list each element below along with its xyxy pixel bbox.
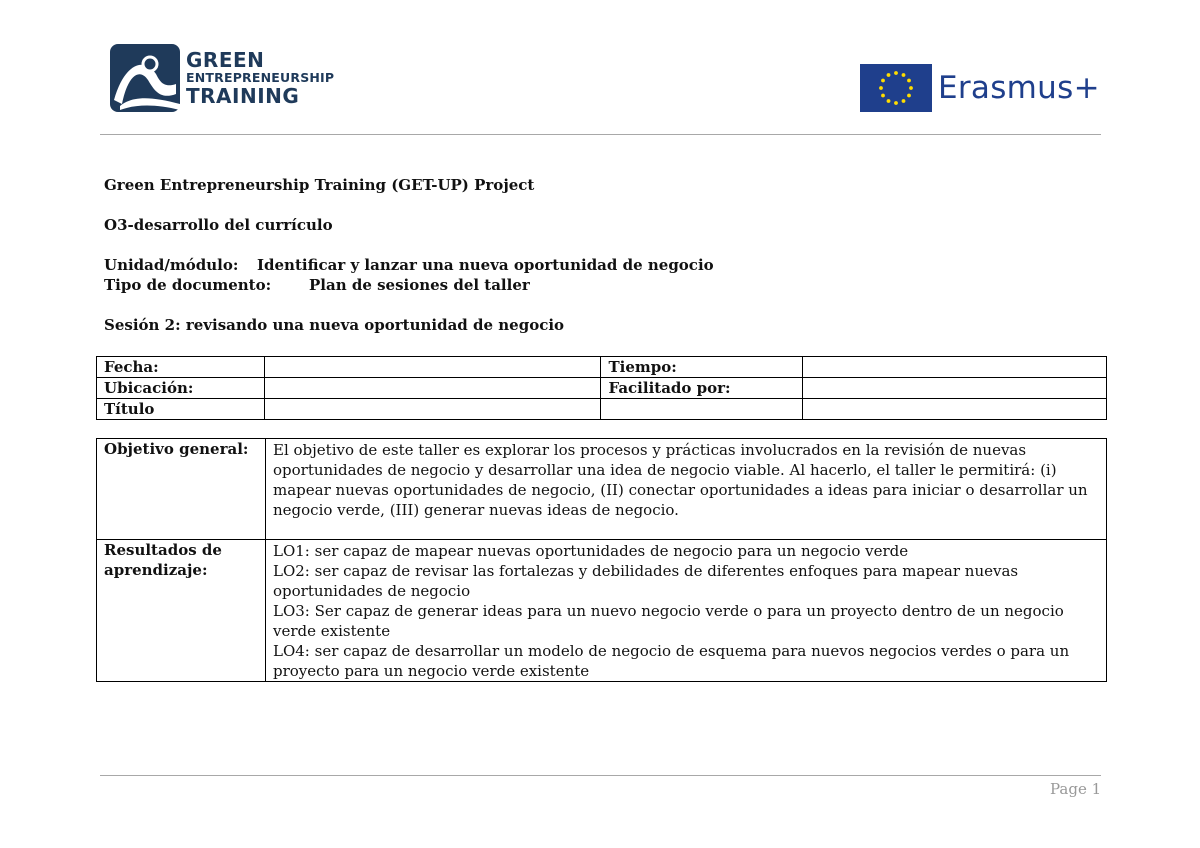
footer-divider: [100, 775, 1101, 776]
unit-row: [104, 255, 1104, 275]
learning-outcome: LO1: ser capaz de mapear nuevas oportunidades de negocio para un negocio verde: [273, 542, 909, 560]
titulo-value[interactable]: [264, 399, 601, 420]
objective-text: El objetivo de este taller es explorar los procesos y prácticas involucrados en la revisión de nuevas oportunidades de negocio y desarrollar una idea de negocio viable. Al hacerlo, el taller le permitirá: (i) mapear nuevas oportunidades de negocio, (II) conectar oportunidades a ideas para iniciar o desarrollar un negocio verde, (III) generar nuevas ideas de negocio.: [266, 439, 1107, 540]
results-list: [266, 540, 1107, 682]
logo-line-training: TRAINING: [186, 84, 300, 109]
session-title: Sesión 2: revisando una nueva oportunidad de negocio: [104, 316, 565, 334]
logo-line-green: GREEN: [186, 47, 265, 72]
tiempo-label: Tiempo:: [601, 357, 803, 378]
results-label: Resultados de aprendizaje:: [97, 540, 266, 682]
ubicacion-label: Ubicación:: [97, 378, 265, 399]
table-row: [97, 439, 1107, 540]
logo-line-entrepreneurship: ENTREPRENEURSHIP: [186, 69, 335, 85]
doctype-row: [104, 275, 1104, 295]
session-info-table: [96, 356, 1107, 420]
learning-outcome: LO4: ser capaz de desarrollar un modelo de negocio de esquema para nuevos negocios verdes o para un proyecto para un negocio verde existente: [273, 642, 1070, 680]
learning-outcome: LO2: ser capaz de revisar las fortalezas y debilidades de diferentes enfoques para mapear nuevas oportunidades de negocio: [273, 562, 1019, 600]
empty-cell[interactable]: [601, 399, 803, 420]
page-header: [0, 0, 1200, 135]
document-intro: [104, 175, 1104, 335]
project-title: Green Entrepreneurship Training (GET-UP) Project: [104, 176, 535, 194]
output-title: O3-desarrollo del currículo: [104, 216, 333, 234]
fecha-value[interactable]: [264, 357, 601, 378]
table-row: [97, 399, 1107, 420]
doctype-value: Plan de sesiones del taller: [309, 276, 530, 294]
header-divider: [100, 134, 1101, 135]
unit-value: Identificar y lanzar una nueva oportunidad de negocio: [257, 256, 714, 274]
empty-cell[interactable]: [803, 399, 1107, 420]
table-row: [97, 540, 1107, 682]
objective-label: Objetivo general:: [97, 439, 266, 540]
table-row: [97, 378, 1107, 399]
objectives-table: [96, 438, 1107, 682]
page-number: Page 1: [1050, 780, 1102, 798]
titulo-label: Título: [97, 399, 265, 420]
eu-flag-icon: [860, 64, 932, 112]
facilitado-value[interactable]: [803, 378, 1107, 399]
wave-logo-icon: [110, 44, 180, 112]
tiempo-value[interactable]: [803, 357, 1107, 378]
learning-outcome: LO3: Ser capaz de generar ideas para un nuevo negocio verde o para un proyecto dentro de un negocio verde existente: [273, 602, 1064, 640]
ubicacion-value[interactable]: [264, 378, 601, 399]
table-row: [97, 357, 1107, 378]
unit-label: Unidad/módulo:: [104, 256, 239, 274]
erasmus-logo: [860, 64, 1100, 112]
doctype-label: Tipo de documento:: [104, 276, 272, 294]
green-entrepreneurship-logo: [110, 44, 334, 112]
fecha-label: Fecha:: [97, 357, 265, 378]
erasmus-wordmark: Erasmus+: [938, 70, 1100, 106]
facilitado-label: Facilitado por:: [601, 378, 803, 399]
